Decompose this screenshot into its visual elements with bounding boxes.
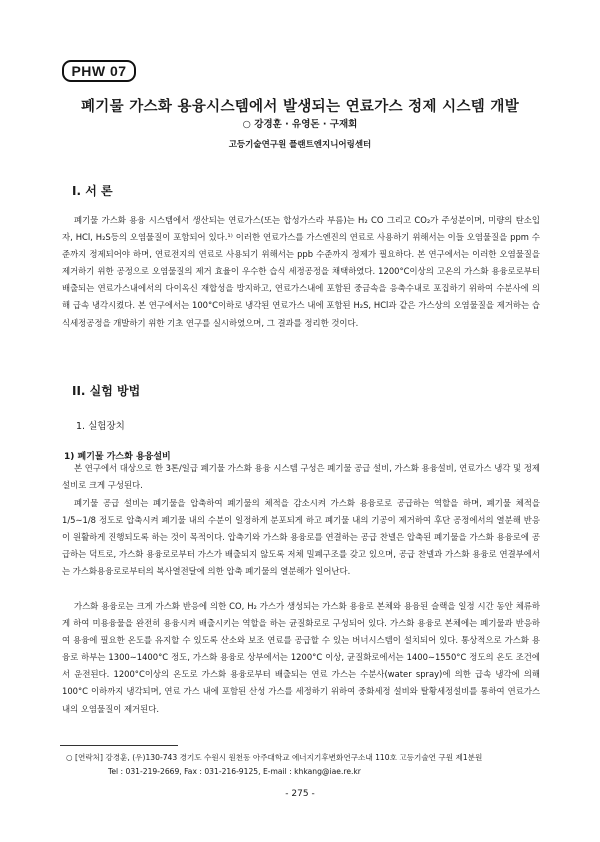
subsubsection-heading-melter: 1) 폐기물 가스화 용융설비 (64, 452, 171, 462)
affiliation-line: 고등기술연구원 플랜트엔지니어링센터 (228, 140, 372, 150)
footnote-address-line: ○ [연락처] 강경훈, (우)130-743 경기도 수원시 원천동 아주대학교 에너지기후변화연구소내 110호 고등기술연 구원 제1분원 (66, 753, 483, 762)
body-paragraph-3: 가스화 용융로는 크게 가스화 반응에 의한 CO, H₂ 가스가 생성되는 가스화 용융로 본체와 용융된 슬랙을 일정 시간 동안 체류하게 하여 미용융물을 완전히 용융시켜 배출시키는 역할을 하는 균질화로로 구성되어 있다. 가스화 용융로 본체에는 폐기물과 반응하여 용융에 필요한 온도를 유지할 수 있도록 산소와 보조 연료를 공급할 수 있는 버너시스템이 설치되어 있다. 통상적으로 가스화 용융로 하부는 1300∼1400°C 정도, 가스화 용융로 상부에서는 1200°C 이상, 균질화로에서는 1400∼1550°C 정도의 온도 조건에서 운전된다. 1200°C이상의 온도로 가스화 용융로부터 배출되는 연료 가스는 수분사(water spray)에 의한 급속 냉각에 의해 100°C 이하까지 냉각되며, 연료 가스 내에 포함된 산성 가스를 세정하기 위하여 중화세정 설비와 탈황세정설비를 통하여 연료가스내의 오염물질이 제거된다. (62, 601, 540, 714)
footnote-contact-line: Tel : 031-219-2669, Fax : 031-216-9125, E-mail : khkang@iae.re.kr (108, 767, 361, 776)
paper-code-badge: PHW 07 (62, 60, 136, 82)
contact-footnote (66, 751, 546, 779)
paper-title: 폐기물 가스화 용융시스템에서 발생되는 연료가스 정제 시스템 개발 (80, 99, 520, 115)
subsection-heading-apparatus: 1. 실험장치 (76, 421, 125, 432)
body-paragraph-2: 폐기물 공급 설비는 폐기물을 압축하여 폐기물의 체적을 감소시켜 가스화 용융로로 공급하는 역할을 하며, 폐기물 체적을 1/5∼1/8 정도로 압축시켜 폐기물 내의 수분이 일정하게 분포되게 하고 폐기물 내의 기공이 제거하여 후단 공정에서의 열분해 반응이 원활하게 진행되도록 하는 것이 목적이다. 압축기와 가스화 용융로를 연결하는 공급 찬넬은 압축된 폐기물을 가스화 용융로에 공급하는 덕트로, 가스화 용융로로부터 가스가 배출되지 않도록 저체 밀폐구조를 갖고 있으며, 공급 찬넬과 가스화 용융로 연결부에서는 가스화용융로로부터의 복사열전달에 의한 압축 폐기물의 열분해가 일어난다. (62, 498, 540, 577)
footnote-divider (60, 745, 178, 746)
body-paragraph-1: 본 연구에서 대상으로 한 3톤/일급 폐기물 가스화 용융 시스템 구성은 폐기물 공급 설비, 가스화 용융설비, 연료가스 냉각 및 정제 설비로 크게 구성된다. (62, 463, 540, 491)
introduction-paragraph: 폐기물 가스화 용융 시스템에서 생산되는 연료가스(또는 합성가스라 부름)는 H₂ CO 그리고 CO₂가 주성분이며, 미량의 탄소입자, HCl, H₂S등의 오염물질이 포함되어 있다.¹⁾ 이러한 연료가스를 가스엔진의 연료로 사용하기 위해서는 이들 오염물질을 ppm 수준까지 정제되어야 하며, 연료전지의 연료로 사용되기 위해서는 ppb 수준까지 정제가 필요하다. 본 연구에서는 이러한 오염물질을 제거하기 위한 공정으로 오염물질의 제거 효율이 우수한 습식 세정공정을 채택하였다. 1200°C이상의 고온의 가스화 용융로로부터 배출되는 연료가스내에서의 다이옥신 재합성을 방지하고, 연료가스내에 포함된 중금속을 응축수내로 포집하기 위하여 수분사에 의해 급속 냉각시켰다. 본 연구에서는 100°C이하로 냉각된 연료가스 내에 포함된 H₂S, HCl과 같은 가스상의 오염물질을 제거하는 습식세정공정을 개발하기 위한 기초 연구를 실시하였으며, 그 결과를 정리한 것이다. (62, 215, 540, 328)
authors-line: ○ 강경훈 · 유영돈 · 구재회 (242, 119, 358, 130)
section-heading-introduction: I. 서 론 (72, 184, 113, 198)
section-heading-methods: II. 실험 방법 (72, 384, 141, 398)
page-number: - 275 - (285, 789, 315, 799)
